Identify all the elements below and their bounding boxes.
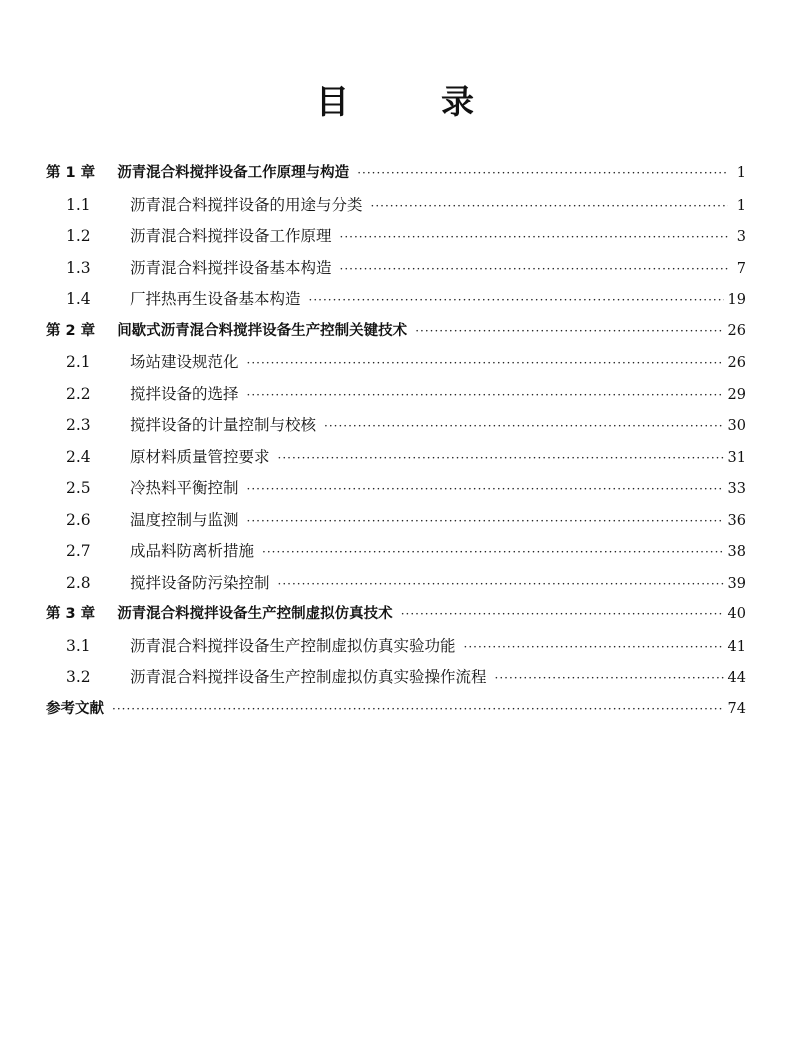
toc-entry-title: 沥青混合料搅拌设备工作原理与构造 bbox=[117, 165, 350, 181]
toc-entry-title: 场站建设规范化 bbox=[130, 353, 239, 371]
toc-entry-page-number: 7 bbox=[736, 260, 746, 277]
toc-entry-page-number: 29 bbox=[727, 386, 746, 403]
toc-entry-number: 1.1 bbox=[66, 195, 91, 214]
toc-entry-number: 2.6 bbox=[66, 510, 91, 529]
dot-leader bbox=[247, 474, 724, 506]
toc-entry-page-number: 31 bbox=[727, 449, 746, 466]
dot-leader bbox=[340, 254, 728, 286]
dot-leader bbox=[357, 158, 728, 190]
toc-entry-number: 3.2 bbox=[66, 668, 91, 686]
toc-section-entry[interactable] bbox=[46, 631, 746, 663]
page-title-char-1: 目 bbox=[316, 82, 349, 121]
toc-entry-number: 2.4 bbox=[66, 447, 91, 466]
toc-entry-page-number: 26 bbox=[727, 355, 746, 371]
toc-entry-number: 2.1 bbox=[66, 353, 91, 371]
toc-section-entry[interactable] bbox=[46, 473, 746, 505]
toc-chapter-entry[interactable] bbox=[46, 599, 746, 631]
table-of-contents bbox=[46, 158, 746, 725]
toc-entry-title: 沥青混合料搅拌设备基本构造 bbox=[130, 258, 332, 277]
dot-leader bbox=[464, 632, 724, 664]
toc-chapter-entry[interactable] bbox=[46, 316, 746, 348]
toc-entry-number: 2.2 bbox=[66, 384, 91, 403]
toc-entry-title: 搅拌设备防污染控制 bbox=[130, 573, 270, 592]
toc-section-entry[interactable] bbox=[46, 442, 746, 474]
toc-entry-page-number: 19 bbox=[727, 292, 746, 308]
toc-entry-page-number: 1 bbox=[736, 165, 746, 181]
dot-leader bbox=[371, 191, 728, 223]
toc-entry-number: 1.4 bbox=[66, 290, 91, 308]
toc-chapter-entry[interactable] bbox=[46, 694, 746, 726]
toc-entry-page-number: 74 bbox=[727, 700, 746, 717]
toc-entry-title: 冷热料平衡控制 bbox=[130, 479, 239, 497]
toc-entry-page-number: 36 bbox=[727, 512, 746, 529]
dot-leader bbox=[247, 348, 724, 380]
toc-entry-title: 搅拌设备的选择 bbox=[130, 384, 239, 403]
dot-leader bbox=[278, 569, 724, 601]
dot-leader bbox=[309, 285, 724, 317]
dot-leader bbox=[495, 663, 724, 695]
toc-entry-number: 2.8 bbox=[66, 573, 91, 592]
toc-entry-page-number: 38 bbox=[727, 544, 746, 560]
toc-section-entry[interactable] bbox=[46, 505, 746, 537]
toc-entry-number: 2.7 bbox=[66, 542, 91, 560]
toc-entry-title: 温度控制与监测 bbox=[130, 510, 239, 529]
toc-section-entry[interactable] bbox=[46, 347, 746, 379]
toc-section-entry[interactable] bbox=[46, 284, 746, 316]
toc-entry-title: 原材料质量管控要求 bbox=[130, 447, 270, 466]
toc-entry-number: 3.1 bbox=[66, 636, 91, 655]
toc-entry-page-number: 40 bbox=[727, 606, 746, 622]
toc-entry-title: 沥青混合料搅拌设备生产控制虚拟仿真实验功能 bbox=[130, 636, 456, 655]
toc-section-entry[interactable] bbox=[46, 568, 746, 600]
dot-leader bbox=[247, 380, 724, 412]
toc-entry-number: 2.5 bbox=[66, 479, 91, 497]
toc-entry-title: 厂拌热再生设备基本构造 bbox=[130, 290, 301, 308]
toc-entry-number: 1.2 bbox=[66, 227, 91, 245]
toc-entry-number: 第 3 章 bbox=[46, 606, 96, 622]
toc-section-entry[interactable] bbox=[46, 662, 746, 694]
toc-entry-page-number: 41 bbox=[727, 638, 746, 655]
toc-section-entry[interactable] bbox=[46, 410, 746, 442]
toc-entry-page-number: 26 bbox=[727, 322, 746, 339]
toc-entry-page-number: 3 bbox=[736, 229, 746, 245]
toc-entry-number: 2.3 bbox=[66, 416, 91, 434]
toc-entry-page-number: 30 bbox=[727, 418, 746, 434]
toc-entry-title: 沥青混合料搅拌设备的用途与分类 bbox=[130, 195, 363, 214]
toc-entry-page-number: 1 bbox=[736, 197, 746, 214]
toc-section-entry[interactable] bbox=[46, 253, 746, 285]
dot-leader bbox=[262, 537, 724, 569]
toc-entry-title: 搅拌设备的计量控制与校核 bbox=[130, 416, 317, 434]
toc-section-entry[interactable] bbox=[46, 221, 746, 253]
dot-leader bbox=[278, 443, 724, 475]
toc-chapter-entry[interactable] bbox=[46, 158, 746, 190]
toc-entry-title: 沥青混合料搅拌设备生产控制虚拟仿真实验操作流程 bbox=[130, 668, 487, 686]
toc-section-entry[interactable] bbox=[46, 190, 746, 222]
dot-leader bbox=[340, 222, 728, 254]
toc-entry-title: 沥青混合料搅拌设备工作原理 bbox=[130, 227, 332, 245]
dot-leader bbox=[415, 316, 723, 348]
toc-entry-page-number: 44 bbox=[727, 670, 746, 686]
toc-section-entry[interactable] bbox=[46, 536, 746, 568]
toc-entry-title: 参考文献 bbox=[46, 700, 104, 717]
toc-entry-title: 成品料防离析措施 bbox=[130, 542, 255, 560]
page-title bbox=[0, 80, 790, 124]
dot-leader bbox=[247, 506, 724, 538]
dot-leader bbox=[401, 599, 724, 631]
toc-entry-page-number: 33 bbox=[727, 481, 746, 497]
page-title-char-2: 录 bbox=[441, 82, 474, 121]
toc-section-entry[interactable] bbox=[46, 379, 746, 411]
toc-entry-number: 第 2 章 bbox=[46, 322, 96, 339]
dot-leader bbox=[112, 694, 724, 726]
toc-entry-title: 间歇式沥青混合料搅拌设备生产控制关键技术 bbox=[117, 322, 408, 339]
toc-entry-page-number: 39 bbox=[727, 575, 746, 592]
dot-leader bbox=[324, 411, 724, 443]
toc-entry-title: 沥青混合料搅拌设备生产控制虚拟仿真技术 bbox=[117, 606, 393, 622]
toc-entry-number: 1.3 bbox=[66, 258, 91, 277]
toc-entry-number: 第 1 章 bbox=[46, 165, 96, 181]
